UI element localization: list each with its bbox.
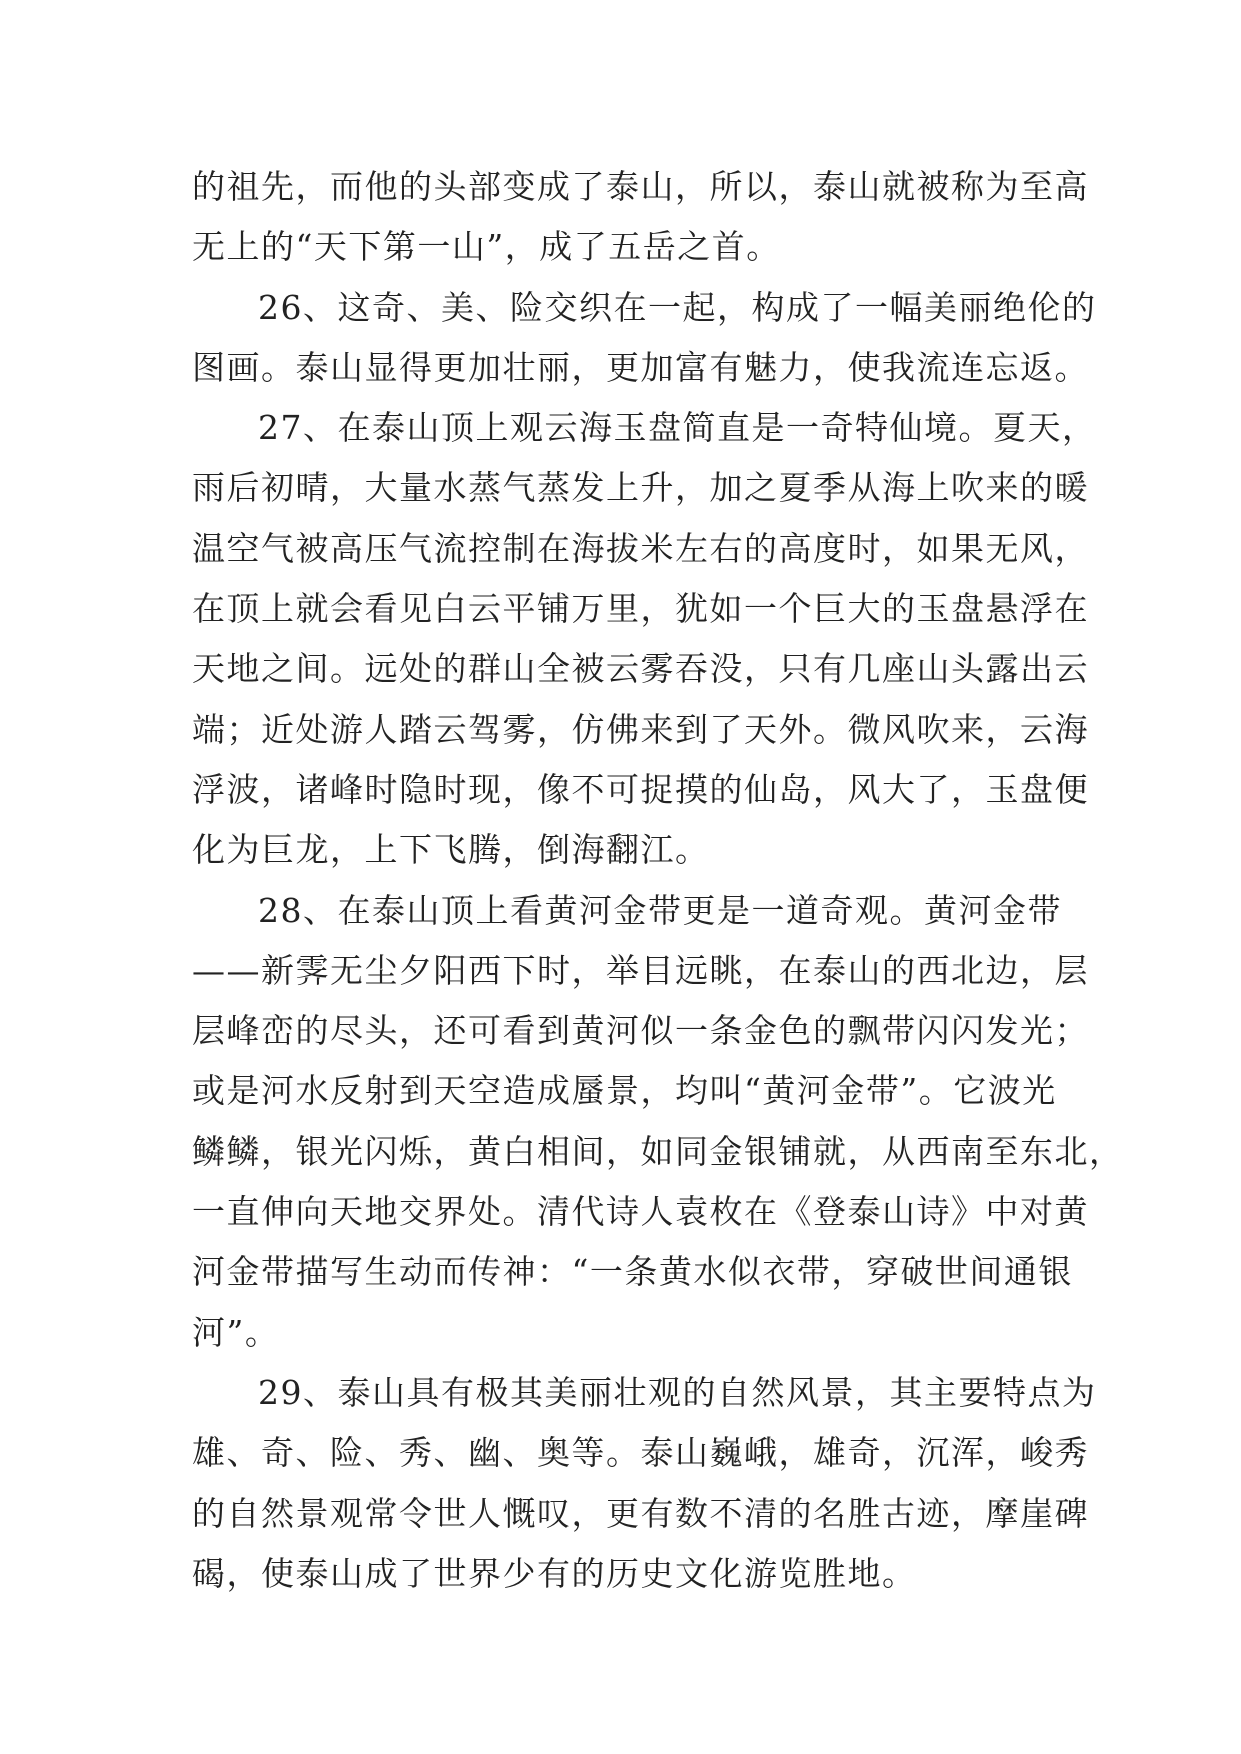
text-line: 的自然景观常令世人慨叹，更有数不清的名胜古迹，摩崖碑 [192,1493,1089,1533]
text-line: 或是河水反射到天空造成蜃景，均叫“黄河金带”。它波光 [192,1071,1057,1111]
text-line: 在顶上就会看见白云平铺万里，犹如一个巨大的玉盘悬浮在 [192,589,1089,629]
text-line: 雨后初晴，大量水蒸气蒸发上升，加之夏季从海上吹来的暖 [192,468,1089,508]
text-line: 一直伸向天地交界处。清代诗人袁枚在《登泰山诗》中对黄 [192,1192,1089,1232]
text-line: 图画。泰山显得更加壮丽，更加富有魅力，使我流连忘返。 [192,347,1089,387]
text-line: 26、这奇、美、险交织在一起，构成了一幅美丽绝伦的 [258,287,1097,327]
text-line: 端；近处游人踏云驾雾，仿佛来到了天外。微风吹来，云海 [192,709,1089,749]
document-body [192,157,1124,1604]
paragraph-27 [192,398,1097,880]
text-line: 天地之间。远处的群山全被云雾吞没，只有几座山头露出云 [192,649,1089,689]
text-line: 的祖先，而他的头部变成了泰山，所以，泰山就被称为至高 [192,167,1089,206]
text-line: 雄、奇、险、秀、幽、奥等。泰山巍峨，雄奇，沉浑，峻秀 [192,1433,1089,1473]
text-line: ——新霁无尘夕阳西下时，举目远眺，在泰山的西北边，层 [192,950,1089,990]
text-line: 层峰峦的尽头，还可看到黄河似一条金色的飘带闪闪发光； [192,1011,1089,1051]
paragraph-26 [192,278,1097,399]
text-line: 碣，使泰山成了世界少有的历史文化游览胜地。 [192,1553,917,1593]
text-line: 河”。 [192,1312,280,1352]
text-line: 鳞鳞，银光闪烁，黄白相间，如同金银铺就，从西南至东北， [192,1131,1124,1171]
text-line: 河金带描写生动而传神：“一条黄水似衣带，穿破世间通银 [192,1252,1073,1292]
text-line: 浮波，诸峰时隐时现，像不可捉摸的仙岛，风大了，玉盘便 [192,769,1089,809]
text-line: 化为巨龙，上下飞腾，倒海翻江。 [192,830,710,870]
paragraph-25-continuation [192,157,1089,278]
text-line: 温空气被高压气流控制在海拔米左右的高度时，如果无风， [192,528,1089,568]
text-line: 28、在泰山顶上看黄河金带更是一道奇观。黄河金带 [258,890,1062,930]
text-line: 27、在泰山顶上观云海玉盘简直是一奇特仙境。夏天， [258,408,1097,448]
paragraph-28 [192,881,1124,1363]
text-line: 29、泰山具有极其美丽壮观的自然风景，其主要特点为 [258,1372,1097,1412]
paragraph-29 [192,1363,1097,1604]
text-line: 无上的“天下第一山”，成了五岳之首。 [192,227,781,267]
